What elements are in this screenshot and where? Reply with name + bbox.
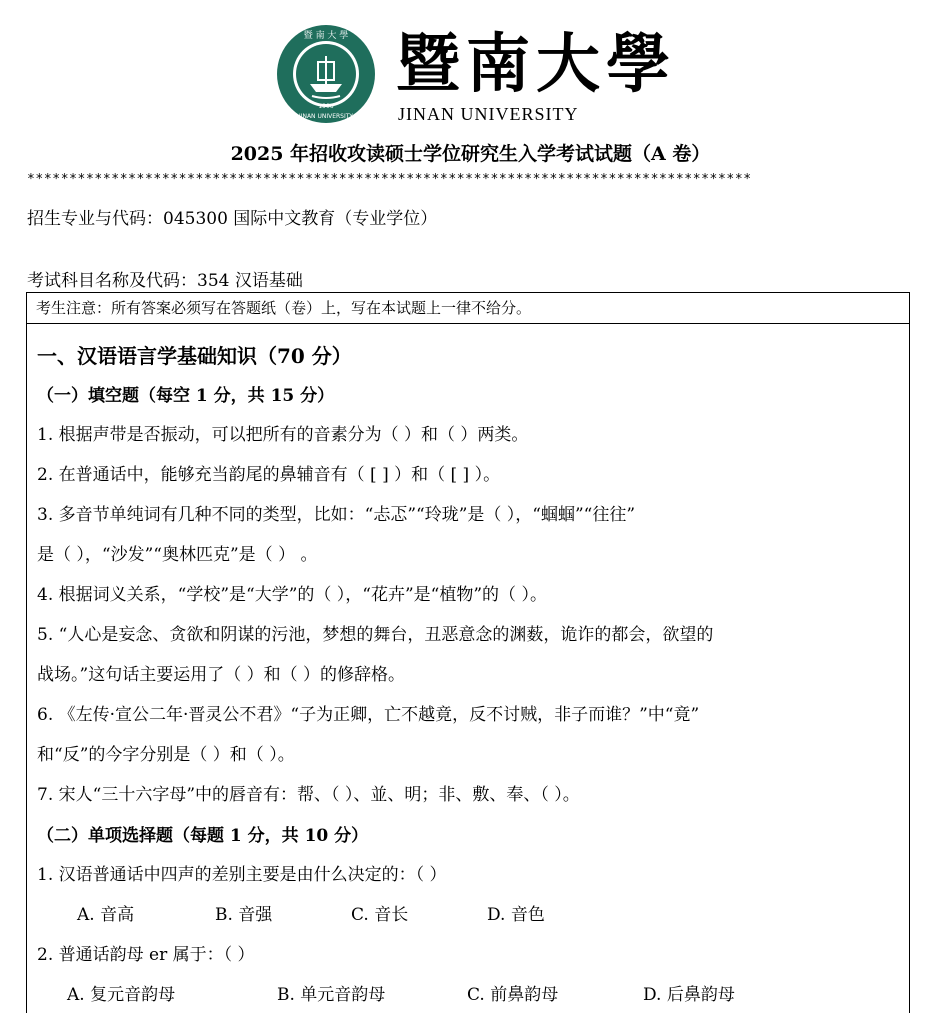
question-4: 4. 根据词义关系，“学校”是“大学”的（ ），“花卉”是“植物”的（ ）。 — [37, 585, 547, 605]
mc1-option-c: C. 音长 — [351, 905, 409, 925]
subject-info: 考试科目名称及代码：354 汉语基础 — [27, 271, 303, 291]
question-2: 2. 在普通话中，能够充当韵尾的鼻辅音有（ [ ] ）和（ [ ] ）。 — [37, 465, 501, 485]
mc2-option-b: B. 单元音韵母 — [277, 985, 386, 1005]
mc2-option-c: C. 前鼻韵母 — [467, 985, 559, 1005]
mc2-option-d: D. 后鼻韵母 — [643, 985, 735, 1005]
part-multiple-choice-title: （二）单项选择题（每题 1 分，共 10 分） — [37, 826, 369, 846]
question-1: 1. 根据声带是否振动，可以把所有的音素分为（ ）和（ ）两类。 — [37, 425, 529, 445]
question-3-line-1: 3. 多音节单纯词有几种不同的类型，比如：“忐忑”“玲珑”是（ ），“蝈蝈”“往往” — [37, 505, 636, 525]
question-6-line-1: 6. 《左传·宣公二年·晋灵公不君》“子为正卿，亡不越竟，反不讨贼，非子而谁？”中“竟” — [37, 705, 700, 725]
part-fill-blank-title: （一）填空题（每空 1 分，共 15 分） — [37, 386, 335, 406]
question-5-line-1: 5. “人心是妄念、贪欲和阴谋的污池，梦想的舞台，丑恶意念的渊薮，诡诈的都会，欲望的 — [37, 625, 714, 645]
major-info: 招生专业与代码：045300 国际中文教育（专业学位） — [27, 209, 438, 229]
question-7: 7. 宋人“三十六字母”中的唇音有：帮、（ ）、並、明；非、敷、奉、（ ）。 — [37, 785, 580, 805]
seal-year: 1906 — [318, 103, 334, 110]
mc2-option-a: A. 复元音韵母 — [67, 985, 176, 1005]
exam-title: 2025 年招收攻读硕士学位研究生入学考试试题（A 卷） — [230, 143, 711, 165]
question-3-line-2: 是（ ），“沙发”“奥林匹克”是（ ） 。 — [37, 545, 318, 565]
section-title: 一、汉语语言学基础知识（70 分） — [37, 344, 352, 368]
seal-text-bottom: JINAN UNIVERSITY — [298, 113, 354, 120]
mc1-option-a: A. 音高 — [77, 905, 135, 925]
star-divider: ************************************************************************************** — [27, 172, 752, 187]
seal-text-top: 暨 南 大 學 — [303, 31, 349, 41]
mc1-option-b: B. 音强 — [215, 905, 273, 925]
question-6-line-2: 和“反”的今字分别是（ ）和（ ）。 — [37, 745, 295, 765]
mc-question-1: 1. 汉语普通话中四声的差别主要是由什么决定的：（ ） — [37, 865, 447, 885]
mc1-option-d: D. 音色 — [487, 905, 545, 925]
mc-question-2: 2. 普通话韵母 er 属于：（ ） — [37, 945, 255, 965]
exam-notice: 考生注意：所有答案必须写在答题纸（卷）上，写在本试题上一律不给分。 — [27, 293, 909, 324]
exam-content-box — [26, 292, 910, 1013]
university-seal-logo — [276, 24, 376, 124]
question-5-line-2: 战场。”这句话主要运用了（ ）和（ ）的修辞格。 — [37, 665, 405, 685]
university-name-cn: 暨南大學 — [396, 27, 676, 102]
university-name-en: JINAN UNIVERSITY — [398, 104, 579, 124]
